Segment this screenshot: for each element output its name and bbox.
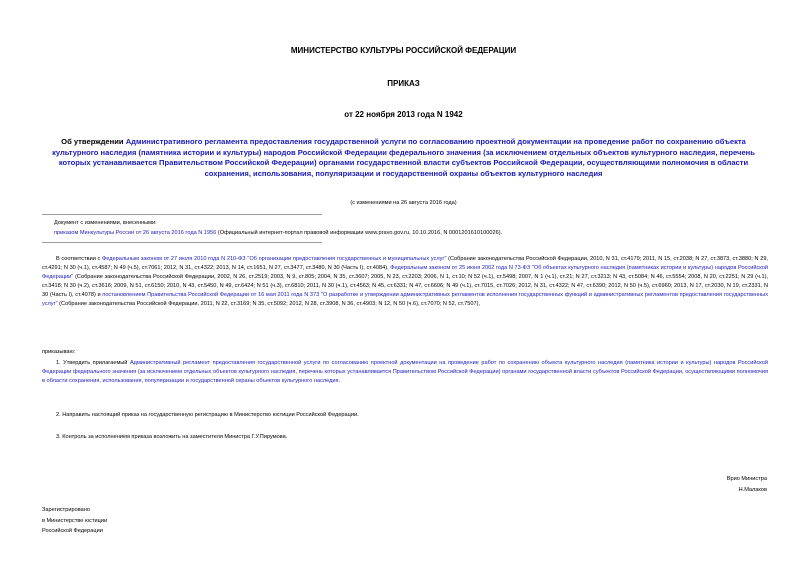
changes-heading: Документ с изменениями, внесенными:: [54, 220, 157, 226]
item-1: [42, 359, 768, 386]
registration-line-2: в Министерстве юстиции: [42, 517, 108, 524]
changes-top-divider: [42, 214, 322, 215]
title-prefix: Об утверждении: [61, 137, 126, 146]
registration-line-3: Российской Федерации: [42, 528, 103, 534]
registration-line-1: Зарегистрировано: [42, 507, 90, 513]
title-regulation-link[interactable]: Административного регламента предоставления государственной услуги по согласованию проектной документации на проведение работ по сохранению объекта культурного наследия (памятника истории и культуры) народов Российской Федерации федерального значения (за исключением отдельных объектов культурного наследия, перечень которых устанавливается Правительством Российской Федерации) органами государственной власти субъектов Российской Федерации, осуществляющими полномочия в области сохранения, использования, популяризации и государственной охраны объектов культурного наследия: [52, 137, 755, 178]
law-210fz-link[interactable]: Федеральным законом от 27 июля 2010 года N 210-ФЗ "Об организации предоставления государственных и муниципальных услуг": [102, 256, 447, 262]
item-2: 2. Направить настоящий приказ на государственную регистрацию в Министерство юстиции Российской Федерации.: [56, 412, 359, 418]
resolution-373-link[interactable]: постановлением Правительства Российской Федерации от 16 мая 2011 года N 373 "О разработке и утверждении административных регламентов исполнения государственных функций и административных регламентов предоставления государственных услуг": [42, 291, 768, 307]
signature-block: [727, 474, 767, 495]
amendments-note: (с изменениями на 26 августа 2016 года): [350, 200, 457, 206]
preamble-text-3: (Собрание законодательства Российской Федерации, 2002, N 26, ст.2519; 2003, N 9, ст.805; 2004, N 35, ст.3607; 2005, N 23, ст.2203; 2006, N 1, ст.10; N 52 (ч.1), ст.5498; 2007, N 1 (ч.1), ст.21; N 27, ст.3213; N 43, ст.5084; N 46, ст.5554; 2008, N 20, ст.2251; N 29 (ч.1), ст.3418; N 30 (ч.2), ст.3616; 2009, N 51, ст.6150; 2010, N 43, ст.5450, N 49, ст.6424; N 51 (ч.3), ст.6810; 2011, N 30 (ч.1), ст.4563; N 45, ст.6331; N 47, ст.6606; N 49 (ч.1), ст.7015, ст.7026; 2012, N 31, ст.4322; N 47, ст.6390; 2012, N 50 (ч.5), ст.6960; 2013, N 17, ст.2030, N 19, ст.2331, N 30 (Часть I), ст.4078) и: [42, 273, 768, 298]
preamble-text-1: В соответствии с: [56, 256, 103, 262]
changes-block: [54, 218, 774, 238]
preamble-text-2: (Собрание законодательства Российской Федерации, 2010, N 31, ст.4179; 2011, N 15, ст.2038; N 27, ст.3873, ст.3880; N 29, ст.4291; N 30 (ч.1), ст.4587; N 49 (ч.5), ст.7061; 2012, N 31, ст.4322; 2013, N 14, ст.1651, N 27, ст.3477, ст.3480, N 30 (Часть I), ст.4084),: [42, 256, 768, 271]
document-title: [40, 137, 767, 179]
changes-source-details: (Официальный интернет-портал правовой информации www.pravo.gov.ru, 10.10.2016, N 0001201610100026).: [216, 230, 503, 236]
registration-block: [42, 505, 107, 537]
document-date-number: от 22 ноября 2013 года N 1942: [344, 110, 463, 119]
item-3: 3. Контроль за исполнением приказа возложить на заместителя Министра Г.У.Пирумова.: [56, 434, 288, 440]
preamble-paragraph: [42, 255, 768, 308]
document-type: ПРИКАЗ: [387, 79, 420, 88]
item-1-suffix: .: [338, 377, 341, 384]
changes-bottom-divider: [42, 242, 322, 243]
signatory-role: Врио Министра: [726, 476, 767, 482]
preamble-text-4: (Собрание законодательства Российской Федерации, 2011, N 22, ст.3169; N 35, ст.5092; 2012, N 28, ст.3908, N 36, ст.4903; N 12, N 50 (ч.6), ст.7070; N 52, ст.7507),: [57, 300, 480, 307]
amending-order-link[interactable]: приказом Минкультуры России от 26 августа 2016 года N 1956: [54, 230, 217, 236]
item-1-prefix: 1. Утвердить прилагаемый: [56, 360, 130, 366]
changes-source: [54, 228, 774, 238]
signatory-name: Н.Малаков: [738, 486, 767, 493]
law-73fz-link[interactable]: Федеральным законом от 25 июня 2002 года N 73-ФЗ "Об объектах культурного наследия (памятниках истории и культуры) народов Российской Федерации": [42, 264, 768, 280]
order-word: приказываю:: [42, 349, 76, 355]
ministry-heading: МИНИСТЕРСТВО КУЛЬТУРЫ РОССИЙСКОЙ ФЕДЕРАЦИИ: [290, 46, 517, 55]
regulation-link[interactable]: Административный регламент предоставления государственной услуги по согласованию проектной документации на проведение работ по сохранению объекта культурного наследия (памятника истории и культуры) народов Российской Федерации федерального значения (за исключением отдельных объектов культурного наследия, перечень которых устанавливается Правительством Российской Федерации) органами государственной власти субъектов Российской Федерации, осуществляющими полномочия в области сохранения, использования, популяризации и государственной охраны объектов культурного наследия: [42, 360, 768, 384]
